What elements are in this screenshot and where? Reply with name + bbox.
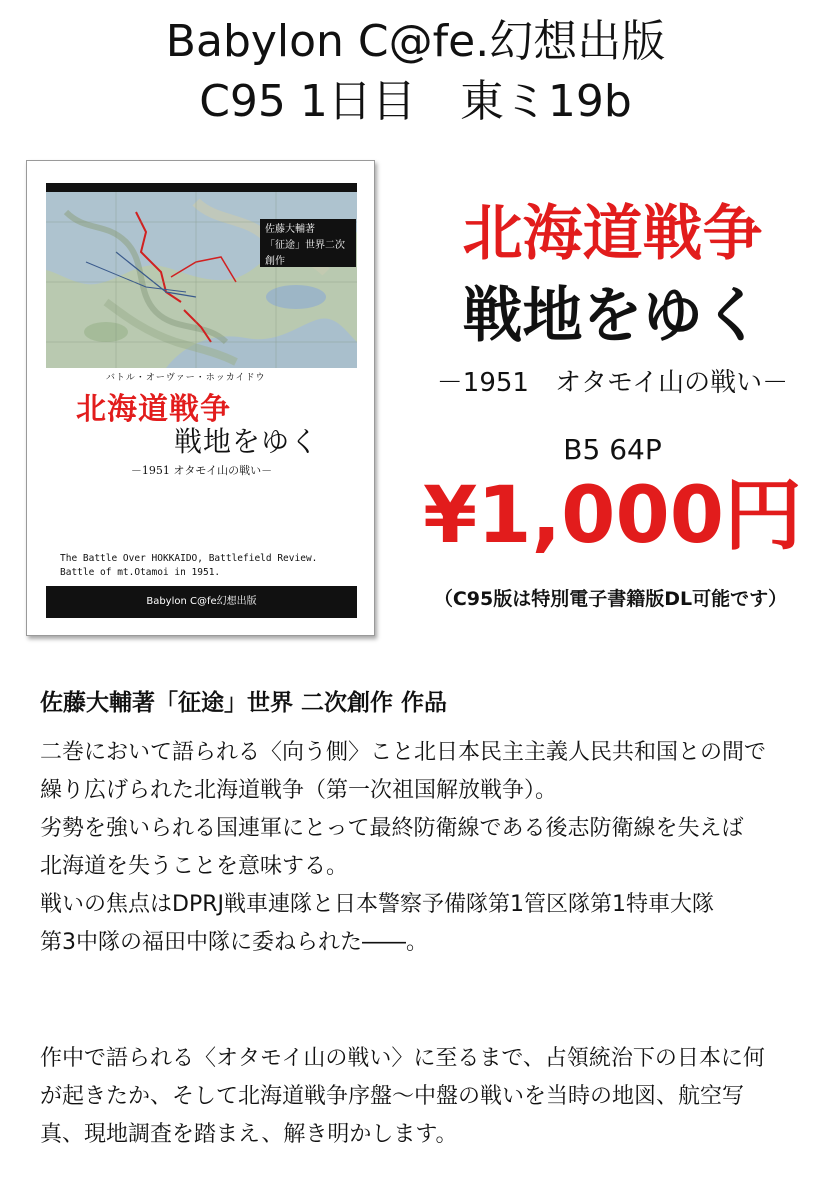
description-line: 劣勢を強いられる国連軍にとって最終防衛線である後志防衛線を失えば [40, 816, 744, 841]
event-booth: C95 1日目 東ミ19b [199, 76, 632, 127]
cover-title-line1: 北海道戦争 [76, 392, 231, 427]
product-price: ¥1,000円 [423, 471, 802, 561]
description-line: 作中で語られる〈オタモイ山の戦い〉に至るまで、占領統治下の日本に何 [40, 1046, 765, 1071]
description-line: 戦いの焦点はDPRJ戦車連隊と日本警察予備隊第1管区隊第1特車大隊 [40, 892, 714, 917]
cover-english-line1: The Battle Over HOKKAIDO, Battlefield Review. [60, 553, 318, 564]
product-title-line1: 北海道戦争 [462, 199, 763, 269]
product-subtitle: －1951 オタモイ山の戦い－ [436, 368, 789, 398]
cover-author-name: 佐藤大輔著 [265, 224, 315, 235]
work-credit: 佐藤大輔著「征途」世界 二次創作 作品 [40, 690, 448, 716]
description-line: 真、現地調査を踏まえ、解き明かします。 [40, 1122, 458, 1147]
description-line: 第3中隊の福田中隊に委ねられた――。 [40, 930, 428, 955]
cover-english-line2: Battle of mt.Otamoi in 1951. [60, 567, 221, 578]
description-line: 北海道を失うことを意味する。 [40, 854, 349, 879]
product-spec: B5 64P [563, 433, 662, 466]
cover-author-series: 「征途」世界二次創作 [265, 240, 345, 267]
description-paragraph-1 [40, 734, 820, 962]
cover-publisher: Babylon C@fe幻想出版 [46, 586, 357, 618]
cover-ruby: バトル・オーヴァー・ホッカイドウ [106, 373, 266, 383]
description-line: が起きたか、そして北海道戦争序盤～中盤の戦いを当時の地図、航空写 [40, 1084, 745, 1109]
product-title-line2: 戦地をゆく [462, 281, 763, 351]
cover-top-bar [46, 183, 357, 192]
description-line: 二巻において語られる〈向う側〉こと北日本民主主義人民共和国との間で [40, 740, 767, 765]
description-paragraph-2 [40, 1040, 820, 1154]
cover-author-box [260, 219, 356, 267]
description-line: 繰り広げられた北海道戦争（第一次祖国解放戦争）。 [40, 778, 558, 803]
cover-subtitle: －1951 オタモイ山の戦い－ [130, 464, 273, 477]
cover-english-title [60, 552, 317, 580]
circle-name: Babylon C@fe.幻想出版 [165, 16, 666, 67]
cover-title-line2: 戦地をゆく [174, 425, 320, 458]
product-note: （C95版は特別電子書籍版DL可能です） [433, 588, 788, 610]
